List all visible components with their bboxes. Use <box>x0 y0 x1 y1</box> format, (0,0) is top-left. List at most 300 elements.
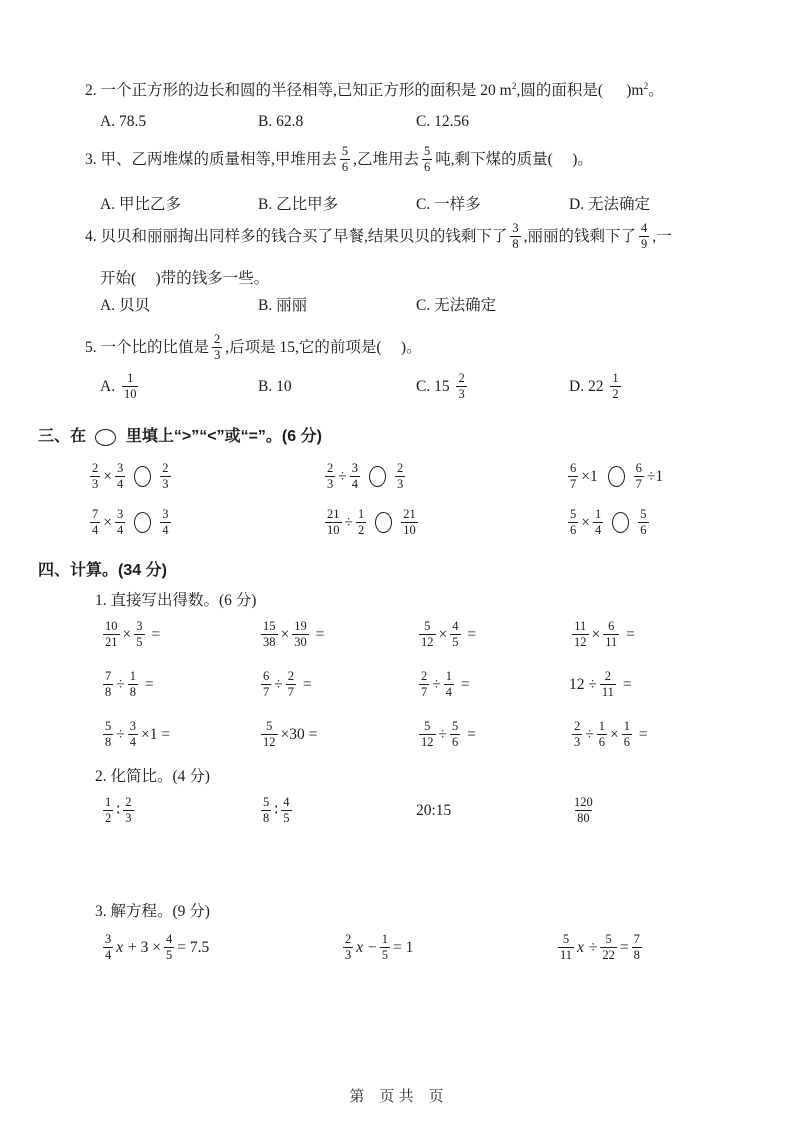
denominator: 6 <box>424 160 431 175</box>
fraction <box>600 670 616 699</box>
denominator: 7 <box>421 685 428 700</box>
ratio-item <box>100 796 258 825</box>
subsection-3-title: 3. 解方程。(9 分) <box>95 903 210 920</box>
numerator: 21 <box>403 507 416 521</box>
calc-expression <box>100 720 258 749</box>
numerator: 5 <box>341 144 349 158</box>
denominator: 6 <box>452 735 459 750</box>
calc-expression <box>258 620 416 649</box>
section-3-header <box>38 428 322 446</box>
superscript: 2 <box>511 82 517 92</box>
answer-circle-icon <box>375 512 392 533</box>
numerator: 5 <box>424 619 431 633</box>
text: ,乙堆用去 <box>353 150 420 168</box>
calculation-row-3 <box>100 720 763 749</box>
text: ,一 <box>652 227 672 245</box>
numerator: 2 <box>287 669 295 683</box>
text: ÷ <box>585 725 594 743</box>
denominator: 5 <box>136 635 143 650</box>
denominator: 3 <box>125 811 132 826</box>
numerator: 21 <box>327 507 340 521</box>
denominator: 12 <box>421 635 434 650</box>
denominator: 3 <box>327 477 334 492</box>
comparison-expression <box>322 508 565 537</box>
text: B. 丽丽 <box>258 297 308 314</box>
question-2-options <box>100 113 763 131</box>
fraction <box>103 796 113 825</box>
numerator: 1 <box>612 371 619 385</box>
calc-expression <box>569 720 763 749</box>
option-b <box>258 372 416 401</box>
option-c <box>416 372 569 401</box>
calc-expression <box>100 670 258 699</box>
denominator: 7 <box>263 685 270 700</box>
denominator: 12 <box>574 635 587 650</box>
calc-expression <box>569 620 763 649</box>
text: ,后项是 15,它的前项是( )。 <box>225 338 422 356</box>
text: ×1 <box>581 467 602 485</box>
fraction <box>261 620 278 649</box>
text: ÷ <box>274 675 283 693</box>
fraction <box>343 933 353 962</box>
question-4-stem <box>85 222 672 251</box>
subsection-1-title: 1. 直接写出得数。(6 分) <box>95 592 257 609</box>
fraction <box>401 508 418 537</box>
denominator: 5 <box>166 948 173 963</box>
text: ÷ <box>584 938 598 956</box>
denominator: 4 <box>117 477 124 492</box>
fraction <box>510 222 520 251</box>
text: × <box>610 725 619 743</box>
fraction <box>610 372 620 401</box>
numerator: 5 <box>570 507 577 521</box>
option-c <box>416 113 763 131</box>
text: B. 10 <box>258 377 292 395</box>
answer-circle-icon <box>369 466 386 487</box>
denominator: 22 <box>602 948 615 963</box>
text: ÷ <box>432 675 441 693</box>
denominator: 2 <box>105 811 112 826</box>
text: × <box>122 625 132 643</box>
denominator: 5 <box>283 811 290 826</box>
numerator: 10 <box>105 619 118 633</box>
numerator: 2 <box>458 371 465 385</box>
denominator: 3 <box>214 348 221 363</box>
text: 4. 贝贝和丽丽掏出同样多的钱合买了早餐,结果贝贝的钱剩下了 <box>85 227 508 245</box>
text: ,圆的面积是( )m <box>516 82 644 99</box>
fraction <box>422 145 432 174</box>
fraction <box>568 462 578 491</box>
fraction <box>419 620 436 649</box>
fraction <box>286 670 296 699</box>
numerator: 5 <box>266 719 273 733</box>
text: 2. 一个正方形的边长和圆的半径相等,已知正方形的面积是 20 m <box>85 82 512 99</box>
answer-circle-icon <box>95 429 116 446</box>
text: = <box>463 625 477 643</box>
numerator: 2 <box>214 332 221 346</box>
text: 开始( )带的钱多一些。 <box>100 270 270 287</box>
text: × <box>438 625 448 643</box>
text: ÷ <box>438 725 448 743</box>
fraction <box>558 933 574 962</box>
fraction <box>380 933 390 962</box>
denominator: 8 <box>633 948 640 963</box>
option-d <box>569 196 763 214</box>
denominator: 5 <box>452 635 459 650</box>
fraction <box>350 462 360 491</box>
text: A. <box>100 377 119 395</box>
fraction <box>160 462 170 491</box>
text: A. 甲比乙多 <box>100 196 181 213</box>
text: ÷ <box>338 467 347 485</box>
numerator: 19 <box>294 619 307 633</box>
fraction <box>632 933 642 962</box>
fraction <box>123 796 133 825</box>
fraction <box>292 620 309 649</box>
fraction <box>90 462 100 491</box>
text: × <box>103 467 112 485</box>
numerator: 5 <box>640 507 647 521</box>
fraction <box>450 620 460 649</box>
denominator: 3 <box>345 948 352 963</box>
denominator: 6 <box>570 523 577 538</box>
numerator: 5 <box>263 795 270 809</box>
denominator: 9 <box>641 237 648 252</box>
denominator: 5 <box>381 948 389 963</box>
numerator: 2 <box>574 719 581 733</box>
comparison-row-2 <box>87 508 763 537</box>
fraction <box>340 145 350 174</box>
option-d <box>569 372 763 401</box>
option-c <box>416 297 763 315</box>
text: = 7.5 <box>177 938 210 956</box>
text: 。 <box>648 82 664 99</box>
denominator: 4 <box>351 477 359 492</box>
denominator: 8 <box>512 237 519 252</box>
text: A. 贝贝 <box>100 297 150 314</box>
numerator: 6 <box>608 619 615 633</box>
text: D. 22 <box>569 377 608 395</box>
text: = <box>311 625 325 643</box>
numerator: 3 <box>117 507 124 521</box>
denominator: 7 <box>570 477 577 492</box>
denominator: 11 <box>605 635 618 650</box>
question-2-stem <box>85 82 664 100</box>
numerator: 3 <box>351 461 359 475</box>
calc-expression <box>416 620 569 649</box>
calc-expression <box>258 720 416 749</box>
comparison-expression <box>87 462 322 491</box>
fraction <box>325 462 335 491</box>
denominator: 8 <box>263 811 270 826</box>
denominator: 3 <box>458 387 465 402</box>
text: ×1 = <box>141 725 171 743</box>
text: ÷ <box>116 675 125 693</box>
fraction <box>456 372 466 401</box>
question-3-options <box>100 196 763 214</box>
fraction <box>450 720 460 749</box>
denominator: 7 <box>287 685 295 700</box>
numerator: 3 <box>129 719 137 733</box>
comparison-expression <box>565 508 763 537</box>
numerator: 1 <box>127 371 134 385</box>
fraction <box>419 720 436 749</box>
fraction <box>128 720 138 749</box>
denominator: 4 <box>117 523 124 538</box>
fraction <box>115 508 125 537</box>
numerator: 3 <box>105 932 112 946</box>
text: ÷ <box>344 513 354 531</box>
fraction <box>600 933 617 962</box>
denominator: 2 <box>612 387 619 402</box>
numerator: 7 <box>92 507 99 521</box>
question-5-stem <box>85 333 422 362</box>
text: ÷1 <box>646 467 664 485</box>
numerator: 7 <box>633 932 640 946</box>
text: B. 62.8 <box>258 113 304 130</box>
text: = <box>619 938 629 956</box>
subsection-2-title: 2. 化简比。(4 分) <box>95 768 210 785</box>
numerator: 15 <box>263 619 276 633</box>
text: B. 乙比甲多 <box>258 196 339 213</box>
equation <box>100 933 340 962</box>
fraction <box>419 670 429 699</box>
superscript: 2 <box>643 82 649 92</box>
numerator: 4 <box>641 221 648 235</box>
comparison-row-1 <box>87 462 763 491</box>
denominator: 8 <box>129 685 137 700</box>
numerator: 6 <box>635 461 642 475</box>
fraction <box>212 333 222 362</box>
denominator: 6 <box>598 735 606 750</box>
numerator: 5 <box>605 932 612 946</box>
denominator: 10 <box>403 523 416 538</box>
numerator: 3 <box>512 221 519 235</box>
option-c <box>416 196 569 214</box>
numerator: 5 <box>452 719 459 733</box>
denominator: 3 <box>574 735 581 750</box>
ratio-item <box>258 796 416 825</box>
numerator: 3 <box>136 619 143 633</box>
comparison-expression <box>87 508 322 537</box>
text: = <box>457 675 470 693</box>
text: × <box>591 625 601 643</box>
question-5-options <box>100 372 763 401</box>
numerator: 1 <box>105 795 112 809</box>
calculation-row-2 <box>100 670 763 699</box>
numerator: 2 <box>345 932 352 946</box>
equation-row <box>100 933 763 962</box>
denominator: 21 <box>105 635 118 650</box>
text: = <box>463 725 476 743</box>
text: × <box>581 513 590 531</box>
numerator: 3 <box>117 461 124 475</box>
variable-x: x <box>116 938 124 956</box>
fraction <box>325 508 342 537</box>
question-3-stem <box>85 145 593 174</box>
text: C. 15 <box>416 377 454 395</box>
fraction <box>395 462 405 491</box>
fraction <box>572 620 589 649</box>
text: 里填上“>”“<”或“=”。(6 分) <box>121 428 322 445</box>
fraction <box>261 670 271 699</box>
calculation-row-1 <box>100 620 763 649</box>
fraction <box>261 720 278 749</box>
numerator: 1 <box>129 669 137 683</box>
answer-circle-icon <box>608 466 625 487</box>
numerator: 5 <box>424 719 431 733</box>
denominator: 10 <box>327 523 340 538</box>
text: ×30 = <box>280 725 318 743</box>
option-b <box>258 297 416 315</box>
denominator: 4 <box>162 523 169 538</box>
option-b <box>258 113 416 131</box>
numerator: 2 <box>397 461 404 475</box>
numerator: 4 <box>452 619 459 633</box>
ratio-item <box>416 796 569 825</box>
denominator: 30 <box>294 635 307 650</box>
numerator: 7 <box>105 669 112 683</box>
fraction <box>638 508 648 537</box>
fraction <box>134 620 144 649</box>
denominator: 2 <box>358 523 365 538</box>
numerator: 3 <box>162 507 169 521</box>
calc-expression <box>416 720 569 749</box>
answer-circle-icon <box>612 512 629 533</box>
numerator: 120 <box>574 795 593 809</box>
option-b <box>258 196 416 214</box>
question-4-options <box>100 297 763 315</box>
text: = <box>147 625 161 643</box>
text: 吨,剩下煤的质量( )。 <box>435 150 593 168</box>
fraction <box>103 620 120 649</box>
fraction <box>597 720 607 749</box>
answer-circle-icon <box>134 466 151 487</box>
numerator: 2 <box>327 461 334 475</box>
fraction <box>122 372 139 401</box>
answer-circle-icon <box>134 512 151 533</box>
text: = <box>622 625 635 643</box>
numerator: 1 <box>595 507 602 521</box>
denominator: 11 <box>601 685 614 700</box>
comparison-expression <box>565 462 763 491</box>
fraction <box>572 720 582 749</box>
fraction <box>103 670 113 699</box>
text: D. 无法确定 <box>569 196 650 213</box>
ratio-simplify-row <box>100 796 763 825</box>
text: C. 一样多 <box>416 196 481 213</box>
numerator: 11 <box>574 619 587 633</box>
fraction <box>103 720 113 749</box>
calc-expression <box>569 670 763 699</box>
denominator: 3 <box>92 477 99 492</box>
numerator: 2 <box>162 461 169 475</box>
fraction <box>164 933 174 962</box>
fraction <box>281 796 291 825</box>
fraction <box>568 508 578 537</box>
numerator: 1 <box>358 507 365 521</box>
variable-x: x <box>356 938 364 956</box>
calc-expression <box>100 620 258 649</box>
denominator: 38 <box>263 635 276 650</box>
text: − <box>364 938 377 956</box>
text: × <box>280 625 290 643</box>
fraction <box>356 508 366 537</box>
text: ∶ <box>116 801 121 819</box>
denominator: 3 <box>397 477 404 492</box>
text: A. 78.5 <box>100 113 147 130</box>
numerator: 5 <box>105 719 112 733</box>
denominator: 12 <box>421 735 434 750</box>
calc-expression <box>258 670 416 699</box>
denominator: 8 <box>105 735 112 750</box>
numerator: 1 <box>381 932 389 946</box>
numerator: 2 <box>125 795 132 809</box>
text: 3. 甲、乙两堆煤的质量相等,甲堆用去 <box>85 150 337 168</box>
text: ,丽丽的钱剩下了 <box>523 227 637 245</box>
fraction <box>622 720 632 749</box>
option-a <box>100 372 258 401</box>
numerator: 2 <box>421 669 428 683</box>
denominator: 4 <box>595 523 602 538</box>
fraction <box>90 508 100 537</box>
text: = <box>299 675 312 693</box>
text: C. 无法确定 <box>416 297 497 314</box>
page-footer: 第 页 共 页 <box>349 1088 444 1105</box>
fraction <box>639 222 649 251</box>
numerator: 4 <box>283 795 290 809</box>
text: 三、在 <box>38 428 91 445</box>
section-4-header: 四、计算。(34 分) <box>38 562 167 579</box>
denominator: 11 <box>560 948 573 963</box>
text: ∶ <box>274 801 279 819</box>
fraction <box>128 670 138 699</box>
numerator: 5 <box>562 932 570 946</box>
fraction <box>103 933 113 962</box>
denominator: 4 <box>445 685 453 700</box>
numerator: 1 <box>598 719 606 733</box>
fraction <box>261 796 271 825</box>
numerator: 4 <box>166 932 173 946</box>
fraction <box>572 796 595 825</box>
variable-x: x <box>577 938 584 956</box>
option-a <box>100 196 258 214</box>
text: 5. 一个比的比值是 <box>85 338 210 356</box>
numerator: 6 <box>570 461 577 475</box>
denominator: 6 <box>341 160 349 175</box>
equation <box>340 933 555 962</box>
numerator: 2 <box>604 669 612 683</box>
calc-expression <box>416 670 569 699</box>
option-a <box>100 113 258 131</box>
denominator: 8 <box>105 685 112 700</box>
fraction <box>634 462 644 491</box>
denominator: 12 <box>263 735 276 750</box>
fraction <box>444 670 454 699</box>
text: C. 12.56 <box>416 113 469 130</box>
denominator: 6 <box>640 523 647 538</box>
text: 20:15 <box>416 801 452 819</box>
option-a <box>100 297 258 315</box>
text: × <box>103 513 112 531</box>
denominator: 10 <box>123 387 137 402</box>
numerator: 1 <box>445 669 453 683</box>
numerator: 5 <box>424 144 431 158</box>
numerator: 6 <box>263 669 270 683</box>
fraction <box>160 508 170 537</box>
denominator: 6 <box>623 735 631 750</box>
equation <box>555 933 763 962</box>
